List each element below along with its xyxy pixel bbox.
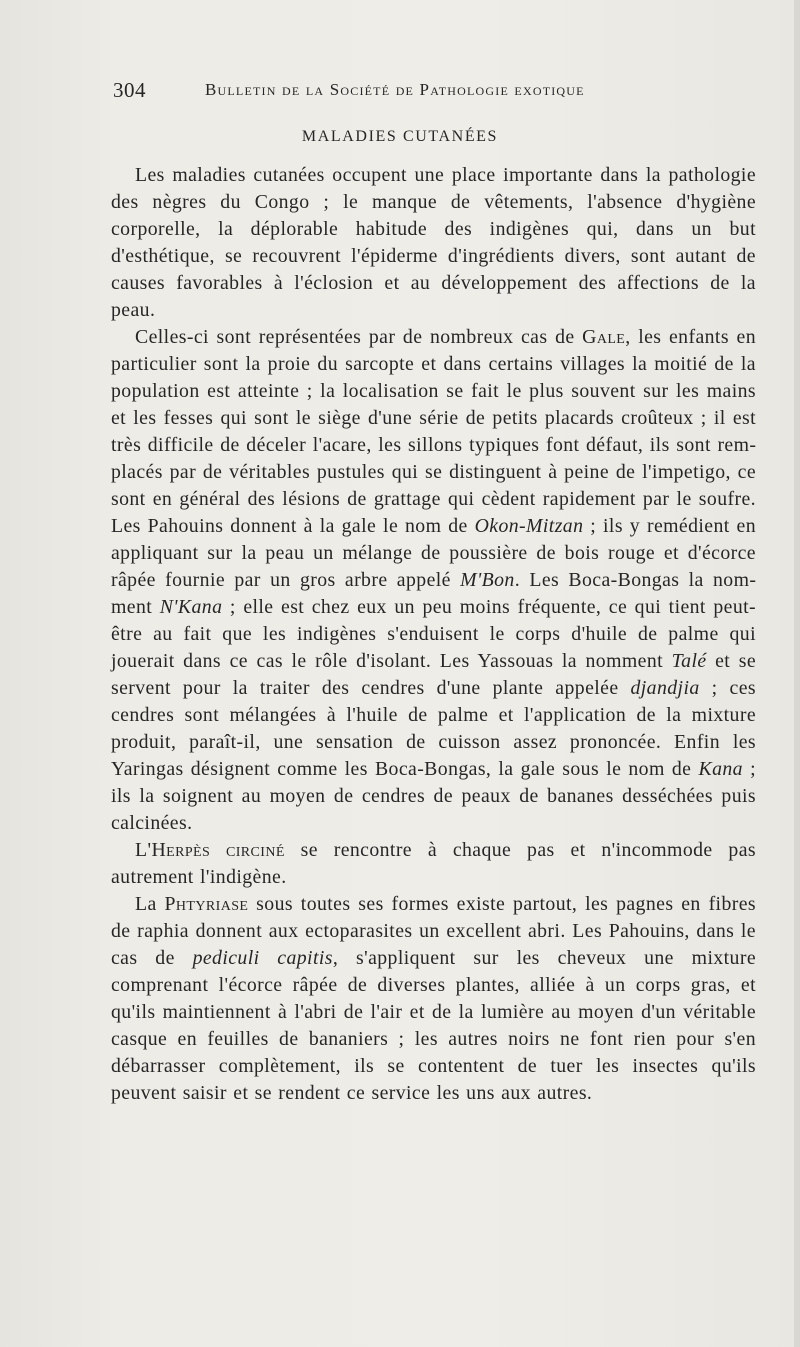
paragraph-text: ; ils y remédient en appliquant sur la peau un mélange de poussière de bois rouge et d'écorce râpée fournie par un gros arbre appelé bbox=[111, 515, 756, 591]
running-head bbox=[113, 78, 673, 110]
native-term: N'Kana bbox=[159, 596, 223, 618]
paragraph-4 bbox=[111, 891, 756, 1107]
disease-name-herpes: Herpès circiné bbox=[151, 839, 285, 861]
latin-term: pediculi capitis bbox=[192, 947, 333, 969]
section-title: MALADIES CUTANÉES bbox=[301, 128, 499, 145]
paragraph-3 bbox=[111, 837, 756, 891]
native-term: M'Bon bbox=[460, 569, 515, 591]
paragraph-text: . Les Boca-Bongas la nomment bbox=[111, 569, 756, 618]
paragraph-text: sous toutes ses formes existe partout, les pagnes en fibres de raphia donnent aux ectoparasites un excellent abri. Les Pahouins, dans le cas de bbox=[111, 893, 757, 969]
journal-title: Bulletin de la Société de Pathologie exotique bbox=[205, 80, 585, 99]
native-term: Okon-Mitzan bbox=[474, 515, 584, 537]
native-term: Talé bbox=[671, 650, 707, 672]
paragraph-text: se rencontre à chaque pas et n'incommode pas autrement l'indigène. bbox=[111, 839, 756, 888]
paragraph-text: Celles-ci sont représentées par de nombreux cas de bbox=[135, 326, 583, 348]
disease-name-gale: Gale bbox=[582, 326, 626, 348]
native-term: Kana bbox=[698, 758, 743, 780]
body-text bbox=[111, 162, 756, 1107]
paragraph-text: ; ces cendres sont mélangées à l'huile de palme et l'application de la mixture produit, paraît-il, une sensation de cuisson assez prononcée. Enfin les Yaringas désignent comme les Boca-Bongas, la gale sous le nom de bbox=[111, 677, 756, 780]
native-term: djandjia bbox=[630, 677, 700, 699]
paragraph-text: , les enfants en particulier sont la proie du sarcopte et dans certains villages la moitié de la population est atteinte ; la localisation se fait le plus souvent sur les mains et les fesses qui sont le siège d'une série de petits placards croûteux ; il est très difficile de déceler l'acare, les sillons typiques font défaut, ils sont remplacés par de véritables pustules qui se distinguent à peine de l'impetigo, ce sont en général des lésions de grattage qui cèdent rapidement par le soufre. Les Pahouins donnent à la gale le nom de bbox=[111, 326, 756, 537]
paragraph-text: Les maladies cutanées occupent une place importante dans la pathologie des nègres du Congo ; le manque de vêtements, l'absence d'hygiène corporelle, la déplorable habitude des indigènes qui, dans un but d'esthétique, se recouvrent l'épiderme d'ingrédients divers, sont autant de causes favorables à l'éclosion et au développement des affections de la peau. bbox=[111, 164, 756, 321]
paragraph-text: L' bbox=[135, 839, 152, 861]
paragraph-text: , s'appliquent sur les cheveux une mixture comprenant l'écorce râpée de diverses plantes, alliée à un corps gras, et qu'ils maintiennent à l'abri de l'air et de la lumière au moyen d'un véritable casque en feuilles de bananiers ; les autres noirs ne font rien pour s'en débarrasser complètement, ils se contentent de tuer les insectes qu'ils peuvent saisir et se rendent ce service les uns aux autres. bbox=[111, 947, 757, 1104]
paragraph-text: ; ils la soignent au moyen de cendres de peaux de bananes desséchées puis calcinées. bbox=[111, 758, 756, 834]
paragraph-text: ; elle est chez eux un peu moins fréquente, ce qui tient peut-être au fait que les indigènes s'enduisent le corps d'huile de palme qui jouerait dans ce cas le rôle d'isolant. Les Yassouas la nomment bbox=[111, 596, 756, 672]
paragraph-2 bbox=[111, 324, 756, 837]
paragraph-1 bbox=[111, 162, 756, 324]
page-edge bbox=[794, 0, 800, 1347]
page-number: 304 bbox=[113, 78, 146, 102]
disease-name-phtyriase: Phtyriase bbox=[164, 893, 249, 915]
paragraph-text: La bbox=[135, 893, 165, 915]
paragraph-text: et se servent pour la traiter des cendres d'une plante appelée bbox=[111, 650, 757, 699]
